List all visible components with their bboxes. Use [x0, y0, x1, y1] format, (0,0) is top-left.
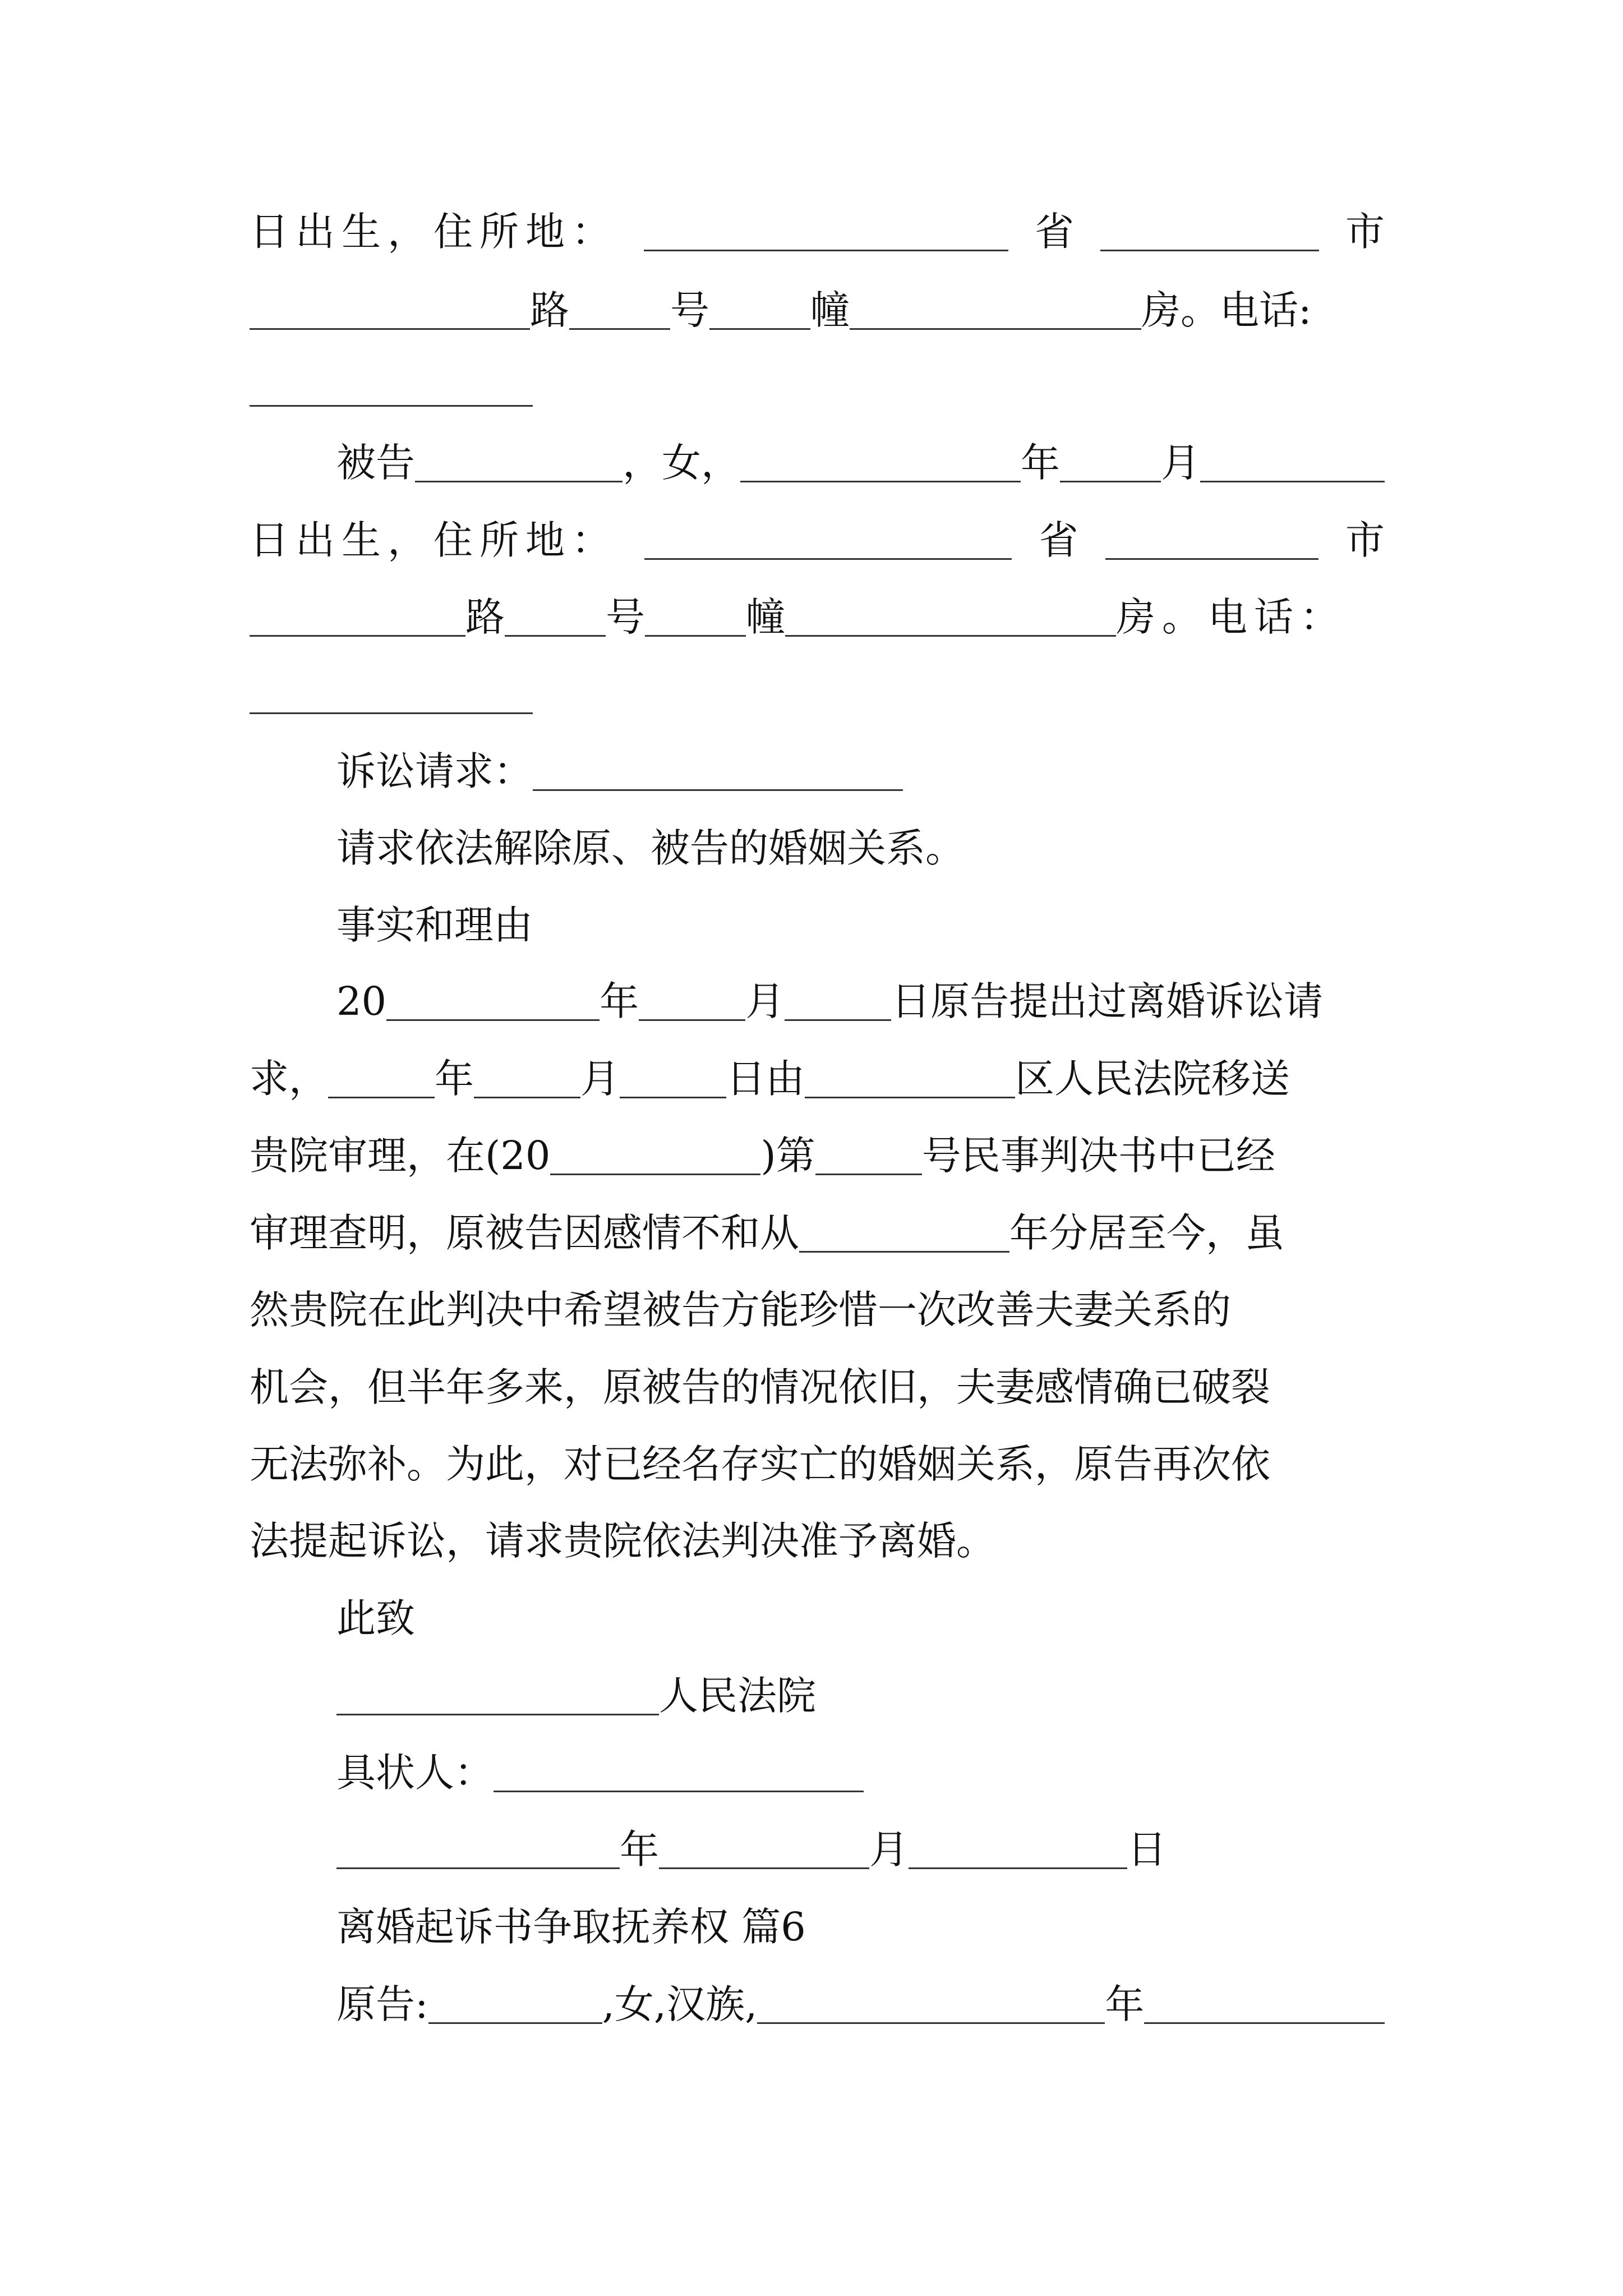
district-blank [805, 1062, 1015, 1098]
city-blank [1100, 215, 1319, 251]
building-blank [709, 293, 810, 330]
text-segment: 原告: [336, 1981, 428, 2027]
road-blank [250, 293, 530, 330]
text-segment: 房。电话： [1116, 594, 1346, 640]
text-segment: 然贵院在此判决中希望被告方能珍惜一次改善夫妻关系的 [250, 1287, 1231, 1333]
text-segment: 房。电话: [1141, 287, 1312, 333]
text-segment: 月 [869, 1826, 909, 1872]
number-blank [569, 293, 670, 330]
defendant-name-blank [415, 446, 623, 482]
text-segment: 省 [1039, 517, 1078, 563]
text-segment: 省 [1035, 209, 1074, 255]
text-segment: 月 [745, 978, 785, 1024]
year-blank [740, 446, 1021, 482]
text-segment: 年 [620, 1826, 659, 1872]
salutation-line [336, 1595, 1385, 1641]
province-blank [644, 215, 1008, 251]
paragraph-line [250, 1518, 1385, 1564]
text-segment: 年 [600, 978, 639, 1024]
plaintiff-birth-address-line [250, 209, 1385, 255]
text-segment: 年 [1105, 1981, 1145, 2027]
text-segment: 20 [336, 978, 387, 1024]
paragraph-line [250, 1056, 1385, 1102]
number-blank [505, 600, 606, 637]
year-blank [386, 984, 600, 1021]
text-segment: 市 [1345, 517, 1385, 563]
paragraph-line [336, 825, 1385, 871]
day-blank [620, 1062, 726, 1098]
text-segment: 事实和理由 [336, 902, 533, 948]
text-segment: 号民事判决书中已经 [921, 1133, 1275, 1179]
text-segment: 诉讼请求： [336, 748, 533, 794]
section-heading [336, 902, 1385, 948]
text-segment: 具状人： [336, 1750, 494, 1796]
month-blank [659, 1833, 869, 1869]
court-line [336, 1673, 1385, 1719]
section-title [336, 1904, 1385, 1950]
text-segment: 月 [1161, 440, 1200, 486]
text-segment: 幢 [810, 287, 850, 333]
text-segment: 年 [1021, 440, 1060, 486]
plaintiff-phone-line [250, 370, 1385, 407]
text-segment: 日出生，住所地： [250, 517, 617, 563]
text-segment: 年 [435, 1056, 474, 1102]
paragraph-line [250, 1287, 1385, 1333]
text-segment: 审理查明，原被告因感情不和从 [250, 1210, 799, 1256]
province-blank [644, 523, 1012, 560]
text-segment: ,女,汉族, [602, 1981, 758, 2027]
signer-line [336, 1750, 1385, 1796]
case-number-blank [815, 1139, 922, 1175]
text-segment: 区人民法院移送 [1015, 1056, 1290, 1102]
text-segment: 路 [465, 594, 505, 640]
text-segment: ，女， [623, 440, 740, 486]
paragraph-line [250, 1364, 1385, 1410]
text-segment: 日由 [726, 1056, 805, 1102]
day-blank [909, 1833, 1127, 1869]
text-segment: 此致 [336, 1595, 415, 1641]
room-blank [850, 293, 1141, 330]
paragraph-line [250, 1441, 1385, 1487]
room-blank [785, 600, 1116, 637]
text-segment: 机会，但半年多来，原被告的情况依旧，夫妻感情确已破裂 [250, 1364, 1270, 1410]
text-segment: )第 [760, 1133, 815, 1179]
text-segment: 离婚起诉书争取抚养权 篇6 [336, 1904, 806, 1950]
text-segment: 无法弥补。为此，对已经名存实亡的婚姻关系，原告再次依 [250, 1441, 1270, 1487]
year-blank [757, 1987, 1105, 2024]
text-segment: 幢 [746, 594, 785, 640]
text-segment: 月 [580, 1056, 620, 1102]
building-blank [645, 600, 746, 637]
signer-blank [494, 1756, 864, 1792]
day-blank [1200, 446, 1385, 482]
month-blank [1144, 1987, 1385, 2024]
month-blank [474, 1062, 580, 1098]
paragraph-line [336, 978, 1385, 1024]
claims-blank [533, 754, 903, 791]
paragraph-line [250, 1133, 1385, 1179]
phone-blank [250, 678, 533, 714]
phone-blank [250, 370, 533, 407]
text-segment: 日原告提出过离婚诉讼请 [891, 978, 1324, 1024]
text-segment: 年分居至今，虽 [1009, 1210, 1284, 1256]
defendant-street-line [250, 594, 1385, 640]
text-segment: 被告 [336, 440, 415, 486]
day-blank [785, 984, 891, 1021]
year-blank [550, 1139, 760, 1175]
plaintiff-line [336, 1981, 1385, 2027]
year-blank [336, 1833, 620, 1869]
month-blank [1060, 446, 1161, 482]
text-segment: 贵院审理，在(20 [250, 1133, 551, 1179]
text-segment: 人民法院 [659, 1673, 816, 1719]
plaintiff-name-blank [428, 1987, 602, 2024]
month-blank [639, 984, 745, 1021]
paragraph-line [250, 1210, 1385, 1256]
text-segment: 请求依法解除原、被告的婚姻关系。 [336, 825, 965, 871]
city-blank [1105, 523, 1318, 560]
defendant-birth-address-line [250, 517, 1385, 563]
text-segment: 市 [1345, 209, 1385, 255]
defendant-phone-line [250, 678, 1385, 714]
text-segment: 求， [250, 1056, 328, 1102]
text-segment: 路 [530, 287, 569, 333]
date-line [336, 1826, 1385, 1872]
plaintiff-street-line [250, 287, 1385, 333]
claims-heading-line [336, 748, 1385, 794]
road-blank [250, 600, 465, 637]
year-blank [328, 1062, 435, 1098]
defendant-line [336, 440, 1385, 486]
court-name-blank [336, 1679, 659, 1715]
year-blank [799, 1216, 1009, 1253]
text-segment: 法提起诉讼，请求贵院依法判决准予离婚。 [250, 1518, 995, 1564]
text-segment: 号 [606, 594, 645, 640]
text-segment: 日 [1127, 1826, 1166, 1872]
text-segment: 号 [670, 287, 709, 333]
text-segment: 日出生，住所地： [250, 209, 617, 255]
